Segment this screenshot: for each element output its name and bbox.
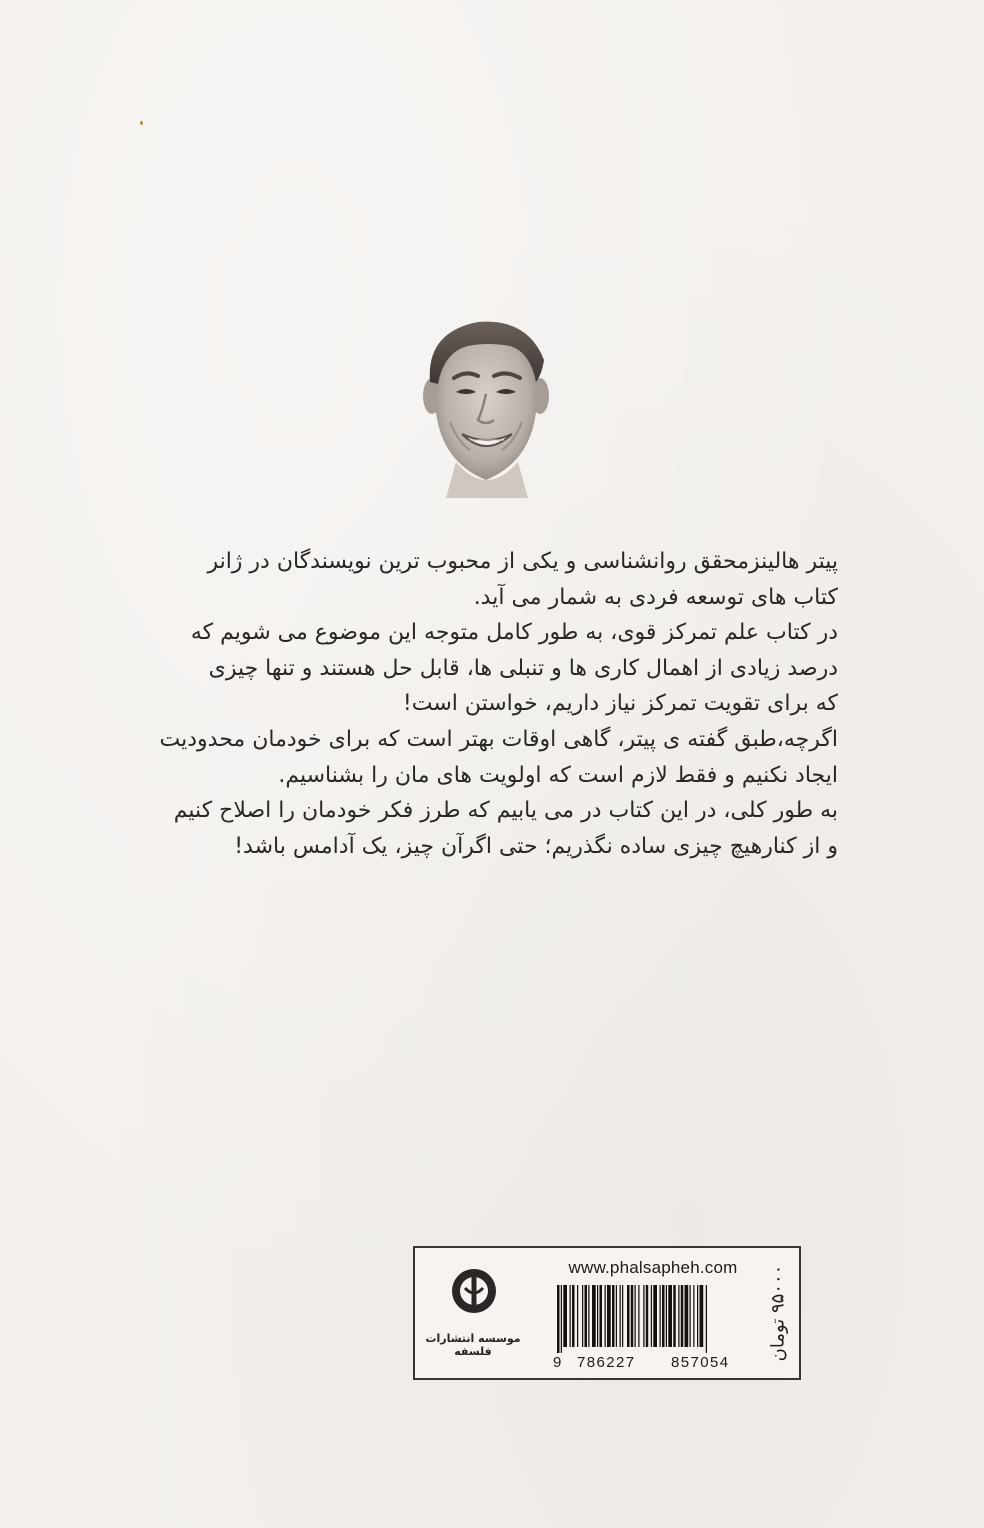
- barcode-bar: [673, 1285, 676, 1347]
- barcode-bar: [592, 1285, 596, 1347]
- barcode-bar: [572, 1285, 575, 1347]
- isbn-box: [413, 1246, 801, 1380]
- barcode-bar: [631, 1285, 634, 1347]
- publisher-block: [415, 1248, 531, 1378]
- barcode-bar: [643, 1285, 644, 1347]
- publisher-logo-icon: [451, 1268, 497, 1314]
- isbn-right-group: 857054: [671, 1354, 730, 1371]
- blurb-line: به طور کلی، در این کتاب در می یابیم که طرز فکر خودمان را اصلاح کنیم: [173, 798, 838, 824]
- barcode-bar: [605, 1285, 606, 1347]
- barcode-bar: [582, 1285, 583, 1347]
- barcode-bar: [557, 1285, 560, 1353]
- blurb-line: ایجاد نکنیم و فقط لازم است که اولویت های مان را بشناسیم.: [278, 762, 838, 788]
- barcode-icon: [553, 1285, 757, 1353]
- barcode-bar: [616, 1285, 617, 1347]
- barcode-bar: [681, 1285, 684, 1347]
- barcode-bar: [706, 1285, 707, 1353]
- blurb-line: درصد زیادی از اهمال کاری ها و تنبلی ها، قابل حل هستند و تنها چیزی: [208, 655, 838, 681]
- price-label: ۹۵۰۰۰ تومان: [767, 1264, 789, 1362]
- barcode-bar: [693, 1285, 694, 1347]
- barcode-bar: [668, 1285, 672, 1347]
- barcode-bar: [627, 1285, 630, 1347]
- price-block: [755, 1248, 801, 1378]
- barcode-bar: [588, 1285, 589, 1347]
- blurb-line: و از کنارهیچ چیزی ساده نگذریم؛ حتی اگرآن چیز، یک آدامس باشد!: [234, 833, 838, 859]
- barcode-bar: [600, 1285, 603, 1347]
- blurb-line: در کتاب علم تمرکز قوی، به طور کامل متوجه این موضوع می شویم که: [190, 620, 838, 646]
- barcode-bar: [620, 1285, 621, 1347]
- barcode-bar: [666, 1285, 667, 1347]
- barcode-bar: [653, 1285, 657, 1347]
- barcode-bar: [563, 1285, 567, 1347]
- barcode-bar: [622, 1285, 623, 1347]
- isbn-number: [553, 1354, 757, 1374]
- barcode-bar: [597, 1285, 598, 1347]
- barcode-bar: [678, 1285, 679, 1347]
- barcode-bar: [607, 1285, 611, 1347]
- barcode-bar: [577, 1285, 578, 1347]
- blurb-line: پیتر هالینزمحقق روانشناسی و یکی از محبوب ترین نویسندگان در ژانر: [207, 549, 838, 574]
- blurb-line: اگرچه،طبق گفته ی پیتر، گاهی اوقات بهتر است که برای خودمان محدودیت: [159, 726, 838, 752]
- barcode-bar: [561, 1285, 562, 1353]
- isbn-left-group: 786227: [577, 1354, 636, 1371]
- book-blurb: [150, 544, 838, 864]
- barcode-bar: [646, 1285, 649, 1347]
- isbn-lead-digit: 9: [553, 1354, 562, 1371]
- barcode-bar: [697, 1285, 698, 1347]
- barcode-bar: [651, 1285, 652, 1347]
- barcode-bar: [570, 1285, 571, 1347]
- author-portrait: [418, 312, 554, 498]
- barcode-bar: [612, 1285, 615, 1347]
- publisher-name: موسسه انتشارات فلسفه: [425, 1332, 521, 1358]
- barcode-bar: [638, 1285, 639, 1347]
- barcode-bar: [662, 1285, 665, 1347]
- barcode-bar: [690, 1285, 691, 1347]
- barcode-bar: [585, 1285, 588, 1347]
- ink-speck: [140, 121, 143, 125]
- website-url[interactable]: www.phalsapheh.com: [568, 1258, 738, 1277]
- blurb-line: کتاب های توسعه فردی به شمار می آید.: [473, 584, 838, 610]
- barcode-bar: [660, 1285, 661, 1347]
- barcode-bar: [635, 1285, 636, 1347]
- barcode-bar: [685, 1285, 689, 1347]
- blurb-line: که برای تقویت تمرکز نیاز داریم، خواستن است!: [402, 691, 838, 717]
- barcode-bar: [700, 1285, 704, 1347]
